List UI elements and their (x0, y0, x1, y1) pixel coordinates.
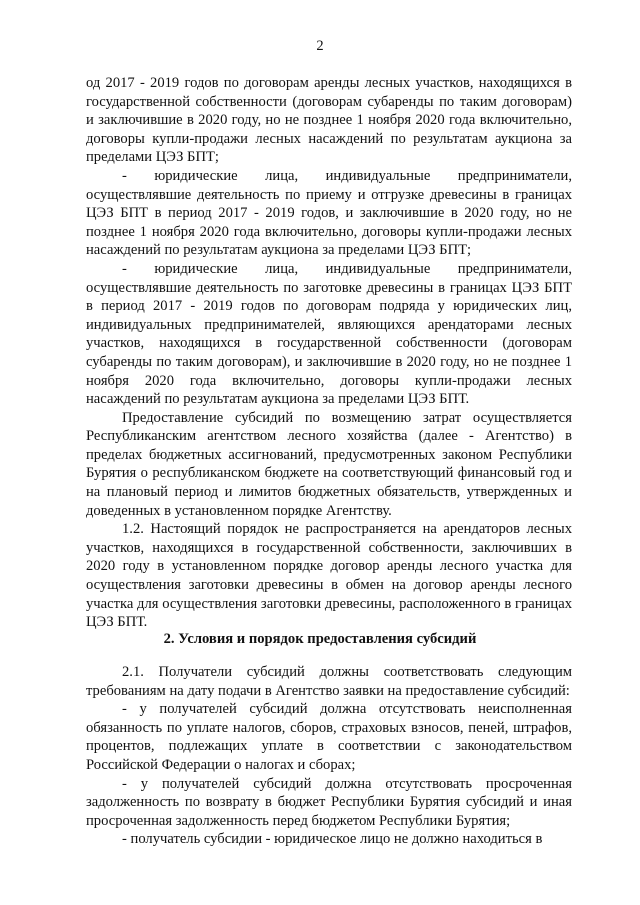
paragraph-requirement-3: - получатель субсидии - юридическое лицо не должно находиться в (122, 831, 543, 848)
paragraph-continuation: од 2017 - 2019 годов по договорам аренды лесных участков, находящихся в государственной собственности (договорам субаренды по таким договорам) и заключившие в 2020 году, но не позднее 1 ноября 2020 года включительно, договоры купли-продажи лесных насаждений по результатам аукциона за пределами ЦЭЗ БПТ; (86, 75, 572, 166)
paragraph-list-item-2: - юридические лица, индивидуальные предприниматели, осуществлявшие деятельность по заготовке древесины в границах ЦЭЗ БПТ в период 2017 - 2019 годов по договорам подряда у юридических лиц, индивидуальных предпринимателей, являющихся арендаторами лесных участков, находящихся в государственной собственности (договорам субаренды по таким договорам), и заключившие в 2020 году, но не позднее 1 ноября 2020 года включительно, договоры купли-продажи лесных насаждений по результатам аукциона за пределами ЦЭЗ БПТ. (86, 260, 572, 408)
text-block-bottom (86, 663, 572, 849)
section-heading: 2. Условия и порядок предоставления субсидий (163, 631, 477, 647)
paragraph-2-1: 2.1. Получатели субсидий должны соответствовать следующим требованиям на дату подачи в Агентство заявки на предоставление субсидий: (86, 664, 572, 699)
paragraph-subsidy-provision: Предоставление субсидий по возмещению затрат осуществляется Республиканским агентством лесного хозяйства (далее - Агентство) в пределах бюджетных ассигнований, предусмотренных законом Республики Бурятия о республиканском бюджете на соответствующий финансовый год и на плановый период и лимитов бюджетных обязательств, утвержденных и доведенных в установленном порядке Агентству. (86, 409, 572, 519)
page-number: 2 (316, 38, 324, 54)
paragraph-requirement-2: - у получателей субсидий должна отсутствовать просроченная задолженность по возврату в бюджет Республики Бурятия субсидий и иная просроченная задолженность перед бюджетом Республики Бурятия; (86, 775, 572, 829)
paragraph-list-item-1: - юридические лица, индивидуальные предприниматели, осуществлявшие деятельность по приему и отгрузке древесины в границах ЦЭЗ БПТ в период 2017 - 2019 годов, и заключившие в 2020 году, но не позднее 1 ноября 2020 года включительно, договоры купли-продажи лесных насаждений по результатам аукциона за пределами ЦЭЗ БПТ; (86, 167, 572, 259)
paragraph-1-2: 1.2. Настоящий порядок не распространяется на арендаторов лесных участков, находящихся в государственной собственности, заключивших в 2020 году в установленном порядке договор аренды лесного участка для осуществления заготовки древесины в обмен на договор аренды лесного участка для осуществления заготовки древесины, расположенного в границах ЦЭЗ БПТ. (86, 521, 572, 631)
text-block-top (86, 74, 572, 632)
paragraph-requirement-1: - у получателей субсидий должна отсутствовать неисполненная обязанность по уплате налогов, сборов, страховых взносов, пеней, штрафов, процентов, подлежащих уплате в соответствии с законодательством Российской Федерации о налогах и сборах; (86, 701, 572, 773)
